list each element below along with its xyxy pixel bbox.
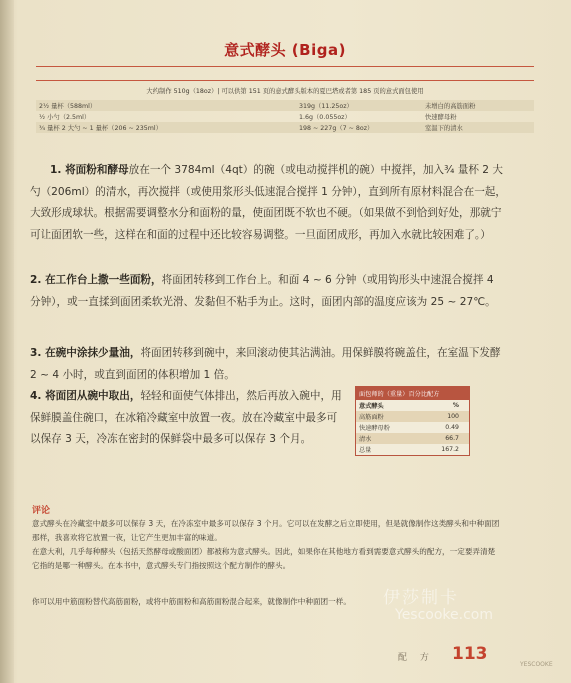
ingredient-row xyxy=(36,122,534,133)
ratio-value: 100 xyxy=(418,411,469,422)
ingredient-weight: 198 ~ 227g（7 ~ 8oz） xyxy=(296,122,422,133)
ratio-name: 高筋面粉 xyxy=(356,411,418,422)
watermark-url: Yescooke.com xyxy=(395,607,493,623)
ingredient-row xyxy=(36,111,534,122)
step-2 xyxy=(30,270,506,313)
ingredient-weight: 319g（11.25oz） xyxy=(296,100,422,111)
step-2-lead: 2. 在工作台上撒一些面粉， xyxy=(30,274,162,286)
bakers-percentage-table xyxy=(356,400,469,455)
ingredients-table xyxy=(36,100,534,133)
corner-watermark: YESCOOKE xyxy=(520,661,553,668)
ratio-row xyxy=(356,422,469,433)
step-1 xyxy=(30,160,506,246)
ratio-row xyxy=(356,411,469,422)
step-4-lead: 4. 将面团从碗中取出， xyxy=(30,390,141,402)
ingredient-row xyxy=(36,100,534,111)
watermark-text: 伊莎制卡 xyxy=(383,588,459,608)
ingredient-name: 室温下的清水 xyxy=(422,122,534,133)
step-3-lead: 3. 在碗中涂抹少量油， xyxy=(30,347,141,359)
bakers-percentage-box xyxy=(355,386,470,456)
ratio-header-name: 意式酵头 xyxy=(359,403,384,410)
footer-section-label: 配 方 xyxy=(398,653,434,663)
title-rule-bottom xyxy=(36,80,534,81)
ratio-name: 快速酵母粉 xyxy=(359,425,390,432)
ingredient-weight: 1.6g（0.055oz） xyxy=(299,114,351,121)
ratio-header-row xyxy=(356,400,469,411)
step-4 xyxy=(30,386,346,451)
step-4-text: 轻轻和面使气体排出，然后再放入碗中，用保鲜膜盖住碗口，在冰箱冷藏室中放置一夜。放在冷藏室中最多可以保存 3 天，冷冻在密封的保鲜袋中最多可以保存 3 个月。 xyxy=(30,390,342,445)
step-1-lead: 1. 将面粉和酵母 xyxy=(50,164,129,176)
recipe-title-block xyxy=(36,34,534,59)
ingredient-volume: 2½ 量杯（588ml） xyxy=(36,100,296,111)
step-3-text: 将面团转移到碗中，来回滚动使其沾满油。用保鲜膜将碗盖住，在室温下发酵 2 ~ 4 小时，或直到面团的体积增加 1 倍。 xyxy=(30,347,501,381)
step-3 xyxy=(30,343,506,386)
ratio-value: 66.7 xyxy=(418,433,469,444)
yield-text: 大约制作 510g（18oz）| 可以供第 151 页的意式酵头版本的夏巴塔或者第 185 页的意式面包使用 xyxy=(146,88,424,95)
ingredient-volume: ¾ 量杯 2 大勺 ~ 1 量杯（206 ~ 235ml） xyxy=(36,122,296,133)
ratio-name: 总量 xyxy=(359,447,372,454)
comment-title: 评论 xyxy=(32,506,51,516)
ingredient-name: 快速酵母粉 xyxy=(425,114,457,121)
ratio-value: 0.49 xyxy=(445,424,459,431)
step-2-text: 将面团转移到工作台上。和面 4 ~ 6 分钟（或用钩形头中速混合搅拌 4 分钟），或一直揉到面团柔软光滑、发黏但不粘手为止。这时，面团内部的温度应该为 25 ~ 27℃。 xyxy=(30,274,496,308)
recipe-title: 意式酵头 (Biga) xyxy=(224,41,346,59)
ingredient-volume: ½ 小勺（2.5ml） xyxy=(39,114,91,121)
ratio-row-total xyxy=(356,444,469,455)
comment-paragraph-1: 意式酵头在冷藏室中最多可以保存 3 天，在冷冻室中最多可以保存 3 个月。它可以在发酵之后立即使用，但是就像制作这类酵头和中种面团那样，我喜欢将它放置一夜，让它产生更加丰富的味道。 xyxy=(32,519,500,542)
title-rule-top xyxy=(36,66,534,67)
ratio-header-unit: % xyxy=(452,402,459,409)
ingredient-name: 未增白的高筋面粉 xyxy=(422,100,534,111)
book-spine xyxy=(0,0,14,683)
comment-paragraph-3: 你可以用中筋面粉替代高筋面粉，或将中筋面粉和高筋面粉混合起来，就像制作中种面团一样。 xyxy=(32,597,351,606)
ratio-name: 清水 xyxy=(356,433,418,444)
page-number: 113 xyxy=(452,644,488,664)
ratio-row xyxy=(356,433,469,444)
step-1-text: 放在一个 3784ml（4qt）的碗（或电动搅拌机的碗）中搅拌，加入¾ 量杯 2 大勺（206ml）的清水，再次搅拌（或使用浆形头低速混合搅拌 1 分钟），直到所有原材料混合在一起，大致形成球状。根据需要调整水分和面粉的量，使面团既不软也不硬。（如果做不到恰到好处，那就宁可让面团软一些，这样在和面的过程中还比较容易调整。一旦面团成形，再加入水就比较困难了。） xyxy=(30,164,506,241)
bakers-percentage-heading: 面包师的（重量）百分比配方 xyxy=(356,387,469,400)
comment-paragraph-2: 在意大利，几乎每种酵头（包括天然酵母或酸面团）都被称为意式酵头。因此，如果你在其他地方看到需要意式酵头的配方，一定要弄清楚它指的是哪一种酵头。在本书中，意式酵头专门指按照这个配方制作的酵头。 xyxy=(32,547,496,570)
ratio-value: 167.2 xyxy=(441,446,459,453)
